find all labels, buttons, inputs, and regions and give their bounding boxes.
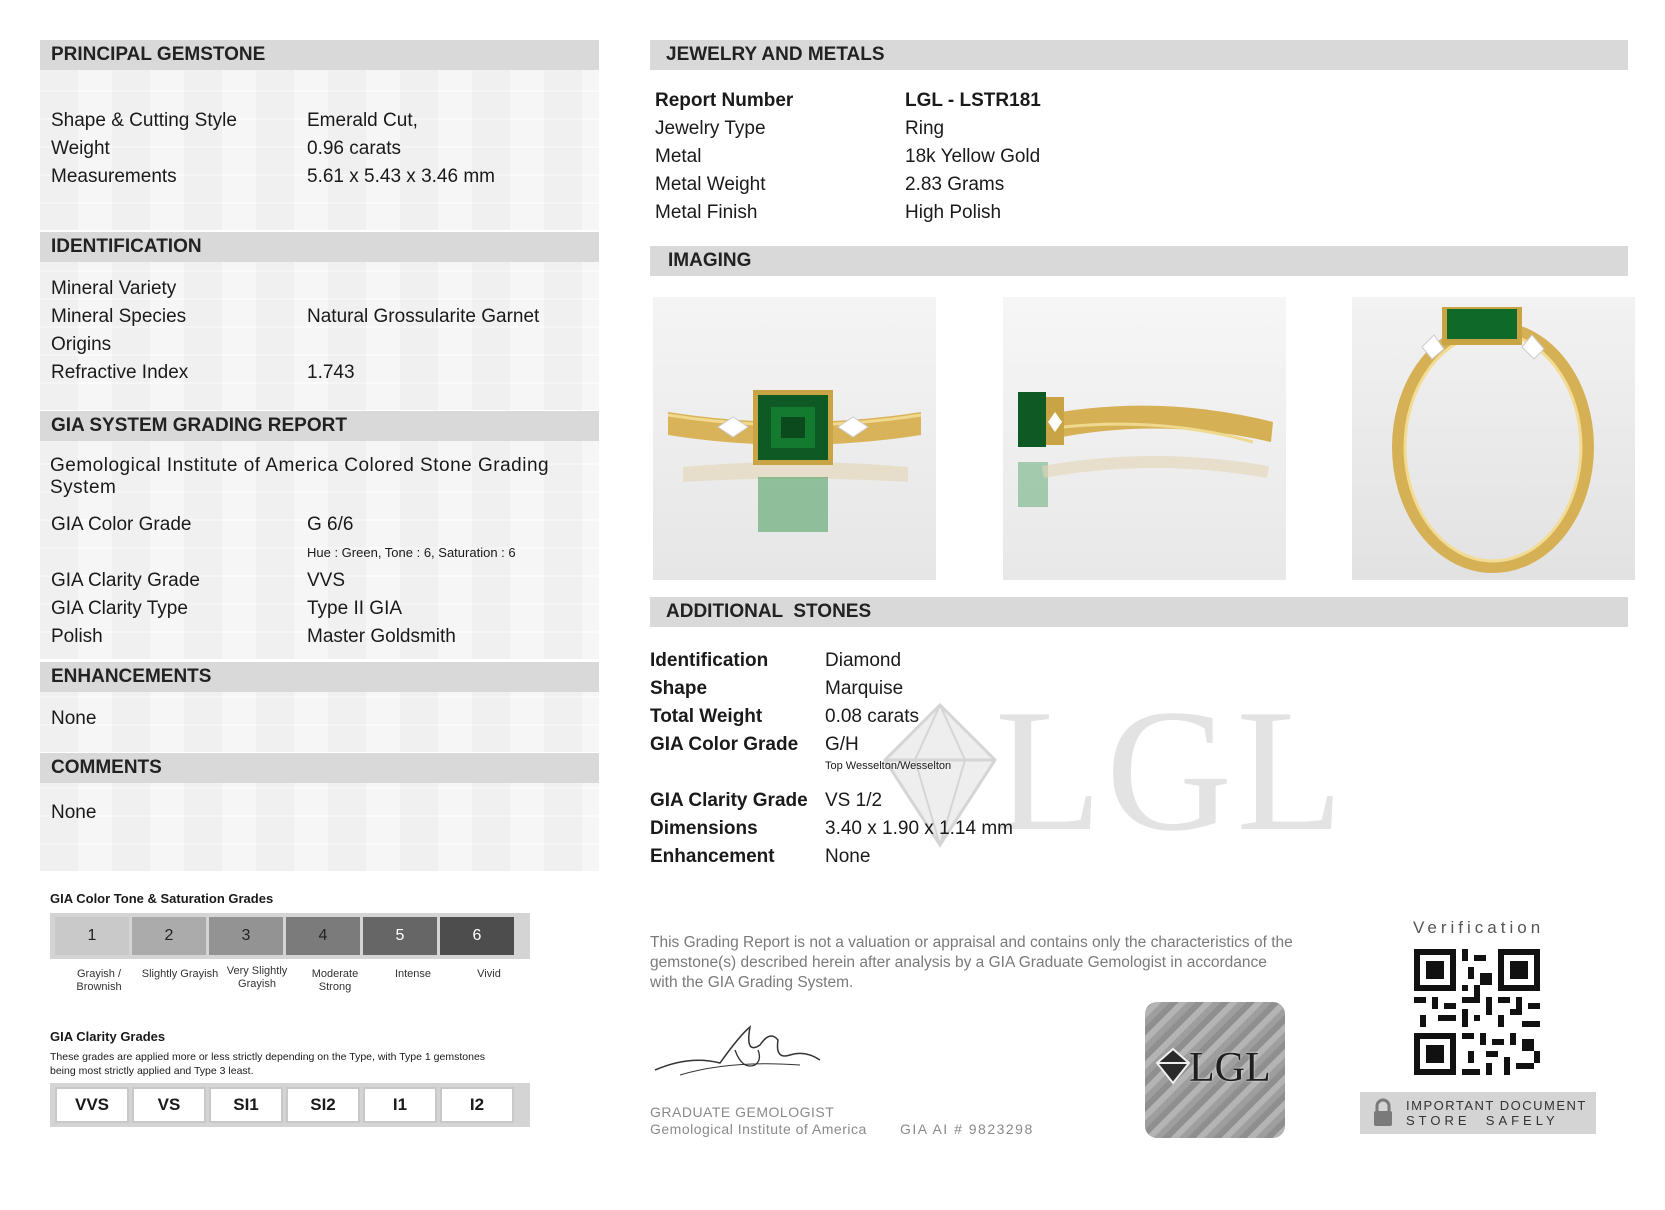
diamond-seal-icon (1155, 1047, 1191, 1085)
ring-photo-front (653, 297, 936, 580)
shape-add-value: Marquise (825, 678, 904, 699)
enhancements-watermark-bg (40, 692, 599, 752)
verification-title: Verification (1413, 918, 1545, 937)
refractive-index-label: Refractive Index (51, 362, 189, 383)
signature-line2: Gemological Institute of America (650, 1121, 867, 1137)
gia-color-grade-label: GIA Color Grade (51, 514, 192, 535)
tone-label-5: Intense (394, 968, 432, 980)
badge-line1: IMPORTANT DOCUMENT (1406, 1098, 1587, 1113)
clarity-grade-si2: SI2 (286, 1087, 360, 1123)
imaging-header: IMAGING (650, 246, 1628, 276)
tone-label-2: Slightly Grayish (141, 968, 219, 980)
comments-value: None (51, 802, 97, 823)
gia-clarity-type-value: Type II GIA (307, 598, 403, 619)
gia-report-header: GIA SYSTEM GRADING REPORT (40, 411, 599, 441)
mineral-species-value: Natural Grossularite Garnet (307, 306, 540, 327)
tone-scale-title: GIA Color Tone & Saturation Grades (50, 891, 274, 906)
gia-color-grade-note: Hue : Green, Tone : 6, Saturation : 6 (307, 545, 516, 560)
metal-value: 18k Yellow Gold (905, 146, 1041, 167)
lock-icon (1372, 1098, 1394, 1128)
tone-label-3: Very Slightly Grayish (226, 965, 288, 990)
clarity-scale-title: GIA Clarity Grades (50, 1029, 166, 1044)
ring-photo-profile (1352, 297, 1635, 580)
comments-header: COMMENTS (40, 753, 599, 783)
metal-weight-value: 2.83 Grams (905, 174, 1005, 195)
polish-value: Master Goldsmith (307, 626, 456, 647)
shape-add-label: Shape (650, 678, 708, 699)
tone-grade-4: 4 (286, 917, 360, 955)
weight-label: Weight (51, 138, 110, 159)
enhancement-value: None (825, 846, 871, 867)
clarity-grade-i1: I1 (363, 1087, 437, 1123)
important-document-badge (1360, 1092, 1596, 1134)
gia-clarity-type-label: GIA Clarity Type (51, 598, 188, 619)
add-clarity-grade-value: VS 1/2 (825, 790, 883, 811)
qr-code-icon (1414, 949, 1540, 1075)
total-weight-value: 0.08 carats (825, 706, 919, 727)
add-color-grade-label: GIA Color Grade (650, 734, 799, 755)
report-number-value: LGL - LSTR181 (905, 90, 1041, 111)
badge-line2: STORE SAFELY (1406, 1113, 1559, 1128)
metal-finish-label: Metal Finish (655, 202, 758, 223)
add-clarity-grade-label: GIA Clarity Grade (650, 790, 808, 811)
refractive-index-value: 1.743 (307, 362, 355, 383)
jewelry-type-label: Jewelry Type (655, 118, 766, 139)
add-color-grade-value: G/H (825, 734, 859, 755)
enhancement-label: Enhancement (650, 846, 775, 867)
tone-scale-boxes (55, 917, 514, 955)
tone-label-4: Moderate Strong (311, 968, 359, 993)
mineral-variety-label: Mineral Variety (51, 278, 177, 299)
shape-value: Emerald Cut, (307, 110, 418, 131)
weight-value: 0.96 carats (307, 138, 401, 159)
clarity-scale-note: These grades are applied more or less strictly depending on the Type, with Type 1 gemstones being most strictly applied and Type 3 least. (50, 1051, 486, 1077)
tone-label-1: Grayish / Brownish (76, 968, 122, 993)
metal-label: Metal (655, 146, 702, 167)
identification-label: Identification (650, 650, 769, 671)
clarity-grade-vs: VS (132, 1087, 206, 1123)
origins-label: Origins (51, 334, 112, 355)
jewelry-type-value: Ring (905, 118, 945, 139)
polish-label: Polish (51, 626, 103, 647)
tone-grade-6: 6 (440, 917, 514, 955)
signature-line1: GRADUATE GEMOLOGIST (650, 1104, 835, 1120)
identification-header: IDENTIFICATION (40, 232, 599, 262)
principal-gemstone-header: PRINCIPAL GEMSTONE (40, 40, 599, 70)
disclaimer-text: This Grading Report is not a valuation or appraisal and contains only the characteristics of the gemstone(s) described herein after analysis by a GIA Graduate Gemologist in accordance with the GIA Grading System. (650, 934, 1293, 991)
tone-grade-1: 1 (55, 917, 129, 955)
signature-graphic (650, 1015, 830, 1085)
hologram-seal (1145, 1002, 1285, 1138)
gia-clarity-grade-value: VVS (307, 570, 346, 591)
gia-id: GIA AI # 9823298 (900, 1121, 1034, 1137)
metal-weight-label: Metal Weight (655, 174, 766, 195)
gia-report-intro: Gemological Institute of America Colored Stone Grading System (50, 455, 550, 498)
seal-text: LGL (1189, 1045, 1271, 1091)
ring-photo-side (1003, 297, 1286, 580)
shape-label: Shape & Cutting Style (51, 110, 237, 131)
report-number-label: Report Number (655, 90, 794, 111)
tone-grade-2: 2 (132, 917, 206, 955)
total-weight-label: Total Weight (650, 706, 763, 727)
gia-clarity-grade-label: GIA Clarity Grade (51, 570, 200, 591)
enhancements-value: None (51, 708, 97, 729)
clarity-scale-boxes (55, 1087, 514, 1123)
dimensions-value: 3.40 x 1.90 x 1.14 mm (825, 818, 1013, 839)
additional-stones-header: ADDITIONAL STONES (650, 597, 1628, 627)
gia-color-grade-value: G 6/6 (307, 514, 354, 535)
lgl-watermark-text: LGL (995, 673, 1348, 867)
dimensions-label: Dimensions (650, 818, 758, 839)
tone-label-6: Vivid (477, 968, 501, 980)
jewelry-metals-header: JEWELRY AND METALS (650, 40, 1628, 70)
measurements-value: 5.61 x 5.43 x 3.46 mm (307, 166, 495, 187)
clarity-grade-si1: SI1 (209, 1087, 283, 1123)
tone-grade-5: 5 (363, 917, 437, 955)
clarity-grade-vvs: VVS (55, 1087, 129, 1123)
mineral-species-label: Mineral Species (51, 306, 187, 327)
comments-watermark-bg (40, 783, 599, 871)
metal-finish-value: High Polish (905, 202, 1002, 223)
enhancements-header: ENHANCEMENTS (40, 662, 599, 692)
measurements-label: Measurements (51, 166, 177, 187)
identification-value: Diamond (825, 650, 902, 671)
tone-grade-3: 3 (209, 917, 283, 955)
add-color-grade-note: Top Wesselton/Wesselton (825, 760, 952, 772)
clarity-grade-i2: I2 (440, 1087, 514, 1123)
